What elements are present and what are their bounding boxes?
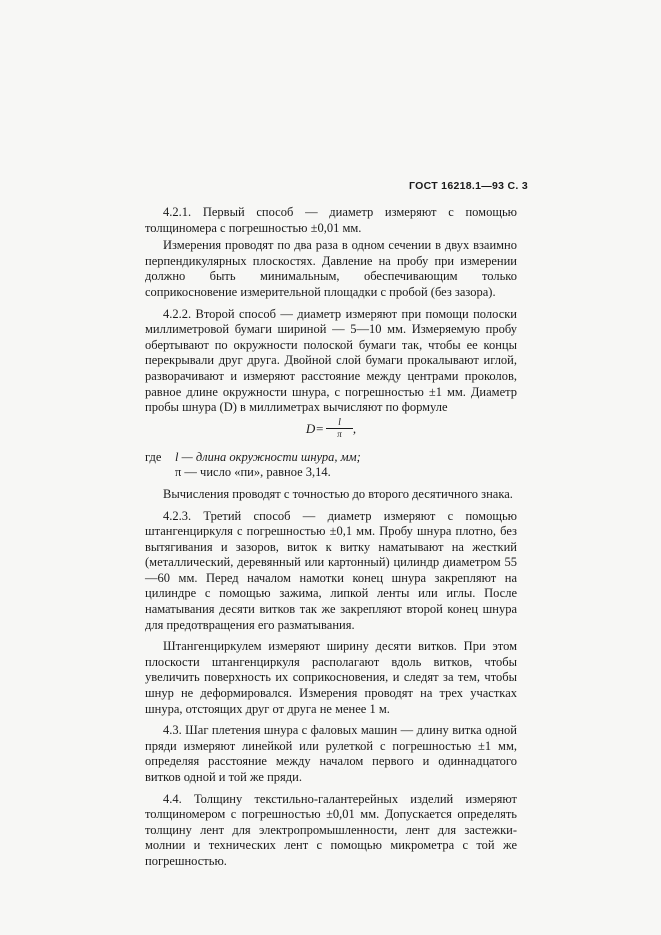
formula-fraction	[326, 418, 353, 440]
legend-line-l: l — длина окружности шнура, мм;	[175, 449, 361, 464]
paragraph-calculation: Вычисления проводят с точностью до второго десятичного знака.	[163, 486, 513, 501]
paragraph-4-4: 4.4. Толщину текстильно-галантерейных изделий измеряют толщиномером с погрешностью ±0,01 мм. Допускается определять толщину лент для электропромышленности, лент для застежки-молнии и технических лент с помощью микрометра с той же погрешностью.	[145, 791, 517, 868]
paragraph-4-2-1-measurement: Измерения проводят по два раза в одном сечении в двух взаимно перпендикулярных плоскостях. Давление на пробу при измерении должно быть минимальным, обеспечивающим только соприкосновение измерительной площадки с пробой (без зазора).	[145, 238, 517, 299]
paragraph-4-2-3: 4.2.3. Третий способ — диаметр измеряют с помощью штангенциркуля с погрешностью ±0,1 мм. Пробу шнура плотно, без вытягивания и зазоров, виток к витку наматывают на жесткий (металлический, деревянный или картонный) цилиндр диаметром 55—60 мм. Перед началом намотки конец шнура закрепляют на цилиндре с помощью зажима, липкой ленты или иглы. После наматывания десяти витков так же закрепляют второй конец шнура для предотвращения его разматывания.	[145, 508, 517, 632]
paragraph-4-2-1: 4.2.1. Первый способ — диаметр измеряют с помощью толщиномера с погрешностью ±0,01 мм.	[145, 205, 517, 235]
paragraph-4-2-2: 4.2.2. Второй способ — диаметр измеряют при помощи полоски миллиметровой бумаги шириной — 5—10 мм. Измеряемую пробу обертывают по окружности полоской бумаги так, чтобы ее концы перекрывали друг друга. Двойной слой бумаги прокалывают иглой, разворачивают и измеряют расстояние между центрами проколов, равное длине окружности шнура, с погрешностью ±1 мм. Диаметр пробы шнура (D) в миллиметрах вычисляют по формуле	[145, 306, 517, 415]
legend-label: где	[145, 449, 162, 464]
formula-numerator: l	[326, 418, 353, 429]
formula-legend	[145, 450, 517, 481]
formula-tail: ,	[352, 420, 357, 436]
page-header-standard: ГОСТ 16218.1—93 С. 3	[409, 180, 528, 192]
legend-line-pi: π — число «пи», равное 3,14.	[175, 465, 331, 480]
formula-denominator: π	[337, 428, 342, 439]
paragraph-4-3: 4.3. Шаг плетения шнура с фаловых машин — длину витка одной пряди измеряют линейкой или рулеткой с погрешностью ±1 мм, определяя расстояние между началом первого и одиннадцатого витков одной и той же пряди.	[145, 723, 517, 784]
paragraph-4-2-3-caliper: Штангенциркулем измеряют ширину десяти витков. При этом плоскости штангенциркуля располагают вдоль витков, чтобы увеличить поверхность их соприкосновения, и следят за тем, чтобы шнур не деформировался. Измерения проводят на трех участках шнура, отстоящих друг от друга не менее 1 м.	[145, 639, 517, 716]
document-body	[145, 205, 517, 872]
diameter-formula	[145, 418, 517, 448]
formula-lhs: D=	[305, 420, 325, 436]
